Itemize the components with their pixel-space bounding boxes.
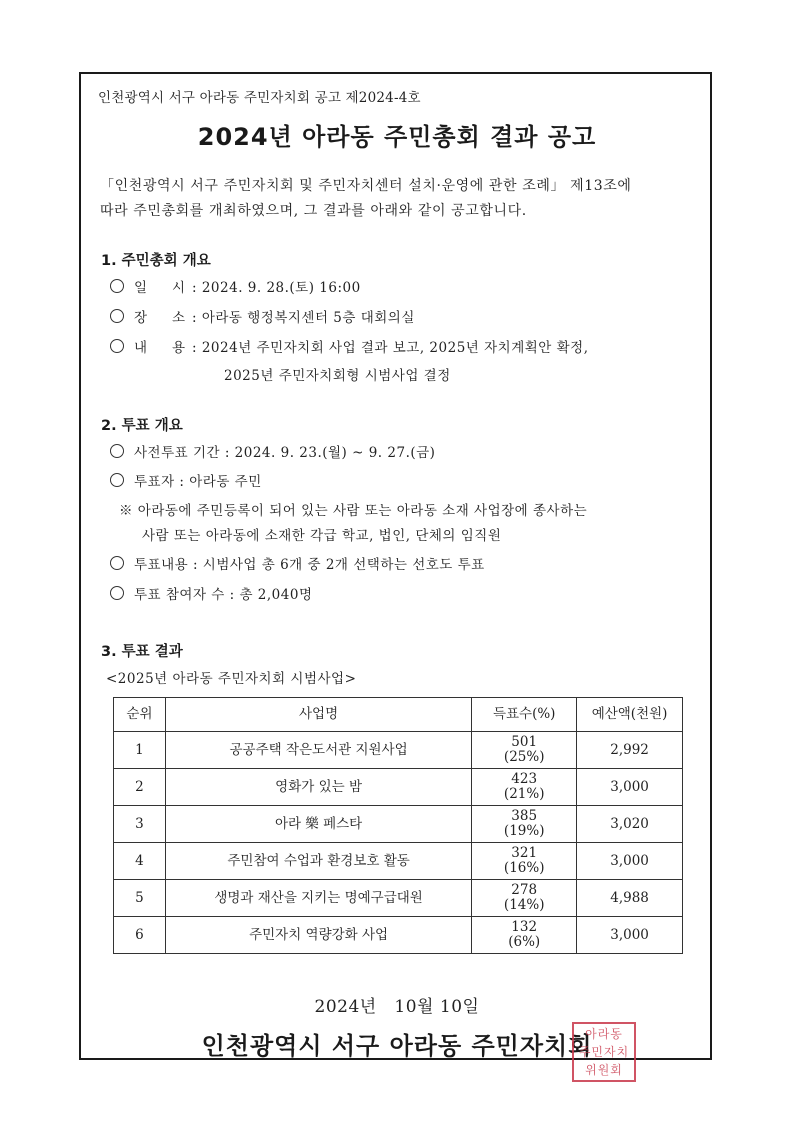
votes-percent: (21%): [503, 786, 545, 802]
intro-line-1: 「인천광역시 서구 주민자치회 및 주민자치센터 설치·운영에 관한 조례」 제13조에: [100, 178, 632, 194]
circle-bullet-icon: [110, 444, 124, 458]
label-a: 일: [134, 280, 148, 296]
overview-value: : 아라동 행정복지센터 5층 대회의실: [192, 310, 415, 326]
cell-project: 생명과 재산을 지키는 명예구급대원: [165, 880, 471, 917]
issuer-name: 인천광역시 서구 아라동 주민자치회: [201, 1032, 593, 1060]
table-row: [114, 880, 683, 917]
votes-count: 278: [511, 882, 538, 898]
votes-count: 132: [511, 919, 538, 935]
vote-item-text: 투표내용 : 시범사업 총 6개 중 2개 선택하는 선호도 투표: [134, 557, 485, 573]
vote-item-text: 사전투표 기간 : 2024. 9. 23.(월) ~ 9. 27.(금): [134, 445, 436, 461]
votes-percent: (6%): [508, 934, 541, 950]
overview-item-date: [110, 276, 361, 296]
cell-budget: 3,020: [577, 806, 683, 843]
label-b: 시: [172, 280, 186, 296]
vote-note-line-1: 아라동에 주민등록이 되어 있는 사람 또는 아라동 소재 사업장에 종사하는: [137, 503, 588, 519]
circle-bullet-icon: [110, 473, 124, 487]
table-row: [114, 843, 683, 880]
label-b: 용: [172, 340, 186, 356]
cell-budget: 3,000: [577, 769, 683, 806]
vote-note: [119, 499, 587, 519]
cell-rank: 2: [114, 769, 166, 806]
votes-percent: (16%): [503, 860, 545, 876]
cell-project: 주민참여 수업과 환경보호 활동: [165, 843, 471, 880]
cell-budget: 2,992: [577, 732, 683, 769]
votes-count: 501: [511, 734, 538, 750]
document-title: 2024년 아라동 주민총회 결과 공고: [197, 123, 597, 151]
header-project: 사업명: [165, 698, 471, 732]
overview-item-content: [110, 336, 589, 356]
overview-value: : 2024년 주민자치회 사업 결과 보고, 2025년 자치계획안 확정,: [192, 340, 589, 356]
cell-votes: [472, 843, 577, 880]
votes-count: 423: [511, 771, 538, 787]
vote-item-participants: [110, 583, 312, 603]
table-row: [114, 917, 683, 954]
votes-percent: (25%): [503, 749, 545, 765]
table-row: [114, 732, 683, 769]
votes-percent: (14%): [503, 897, 545, 913]
header-votes: 득표수(%): [472, 698, 577, 732]
section-1-heading: 1. 주민총회 개요: [101, 253, 211, 269]
votes-count: 321: [511, 845, 538, 861]
cell-project: 공공주택 작은도서관 지원사업: [165, 732, 471, 769]
label-a: 장: [134, 310, 148, 326]
cell-rank: 4: [114, 843, 166, 880]
cell-budget: 4,988: [577, 880, 683, 917]
announcement-date: 2024년 10월 10일: [314, 997, 480, 1017]
vote-item-voters: [110, 470, 262, 490]
cell-votes: [472, 880, 577, 917]
table-row: [114, 806, 683, 843]
vote-item-text: 투표 참여자 수 : 총 2,040명: [134, 587, 313, 603]
cell-project: 영화가 있는 밤: [165, 769, 471, 806]
cell-votes: [472, 917, 577, 954]
cell-rank: 3: [114, 806, 166, 843]
vote-item-text: 투표자 : 아라동 주민: [134, 474, 262, 490]
table-caption: <2025년 아라동 주민자치회 시범사업>: [106, 671, 357, 687]
results-table: [113, 697, 683, 954]
reference-mark-icon: ※: [119, 503, 133, 519]
header-rank: 순위: [114, 698, 166, 732]
cell-rank: 5: [114, 880, 166, 917]
circle-bullet-icon: [110, 279, 124, 293]
cell-votes: [472, 806, 577, 843]
overview-item-place: [110, 306, 415, 326]
notice-number: 인천광역시 서구 아라동 주민자치회 공고 제2024-4호: [98, 90, 421, 106]
votes-count: 385: [511, 808, 538, 824]
vote-item-period: [110, 441, 435, 461]
label-b: 소: [172, 310, 186, 326]
cell-project: 주민자치 역량강화 사업: [165, 917, 471, 954]
cell-budget: 3,000: [577, 843, 683, 880]
circle-bullet-icon: [110, 586, 124, 600]
vote-item-content: [110, 553, 485, 573]
intro-line-2: 따라 주민총회를 개최하였으며, 그 결과를 아래와 같이 공고합니다.: [100, 203, 527, 219]
header-budget: 예산액(천원): [577, 698, 683, 732]
label-a: 내: [134, 340, 148, 356]
cell-votes: [472, 732, 577, 769]
cell-project: 아라 樂 페스타: [165, 806, 471, 843]
official-seal-stamp: [572, 1022, 636, 1082]
circle-bullet-icon: [110, 309, 124, 323]
cell-rank: 6: [114, 917, 166, 954]
vote-note-line-2: 사람 또는 아라동에 소재한 각급 학교, 법인, 단체의 임직원: [142, 528, 502, 544]
votes-percent: (19%): [503, 823, 545, 839]
table-row: [114, 769, 683, 806]
section-2-heading: 2. 투표 개요: [101, 418, 183, 434]
overview-value: : 2024. 9. 28.(토) 16:00: [192, 280, 361, 296]
circle-bullet-icon: [110, 339, 124, 353]
overview-item-content-cont: 2025년 주민자치회형 시범사업 결정: [224, 368, 451, 384]
table-header-row: [114, 698, 683, 732]
cell-budget: 3,000: [577, 917, 683, 954]
section-3-heading: 3. 투표 결과: [101, 644, 183, 660]
cell-rank: 1: [114, 732, 166, 769]
cell-votes: [472, 769, 577, 806]
seal-text: 아라동 주민자치 위원회: [578, 1027, 630, 1077]
circle-bullet-icon: [110, 556, 124, 570]
